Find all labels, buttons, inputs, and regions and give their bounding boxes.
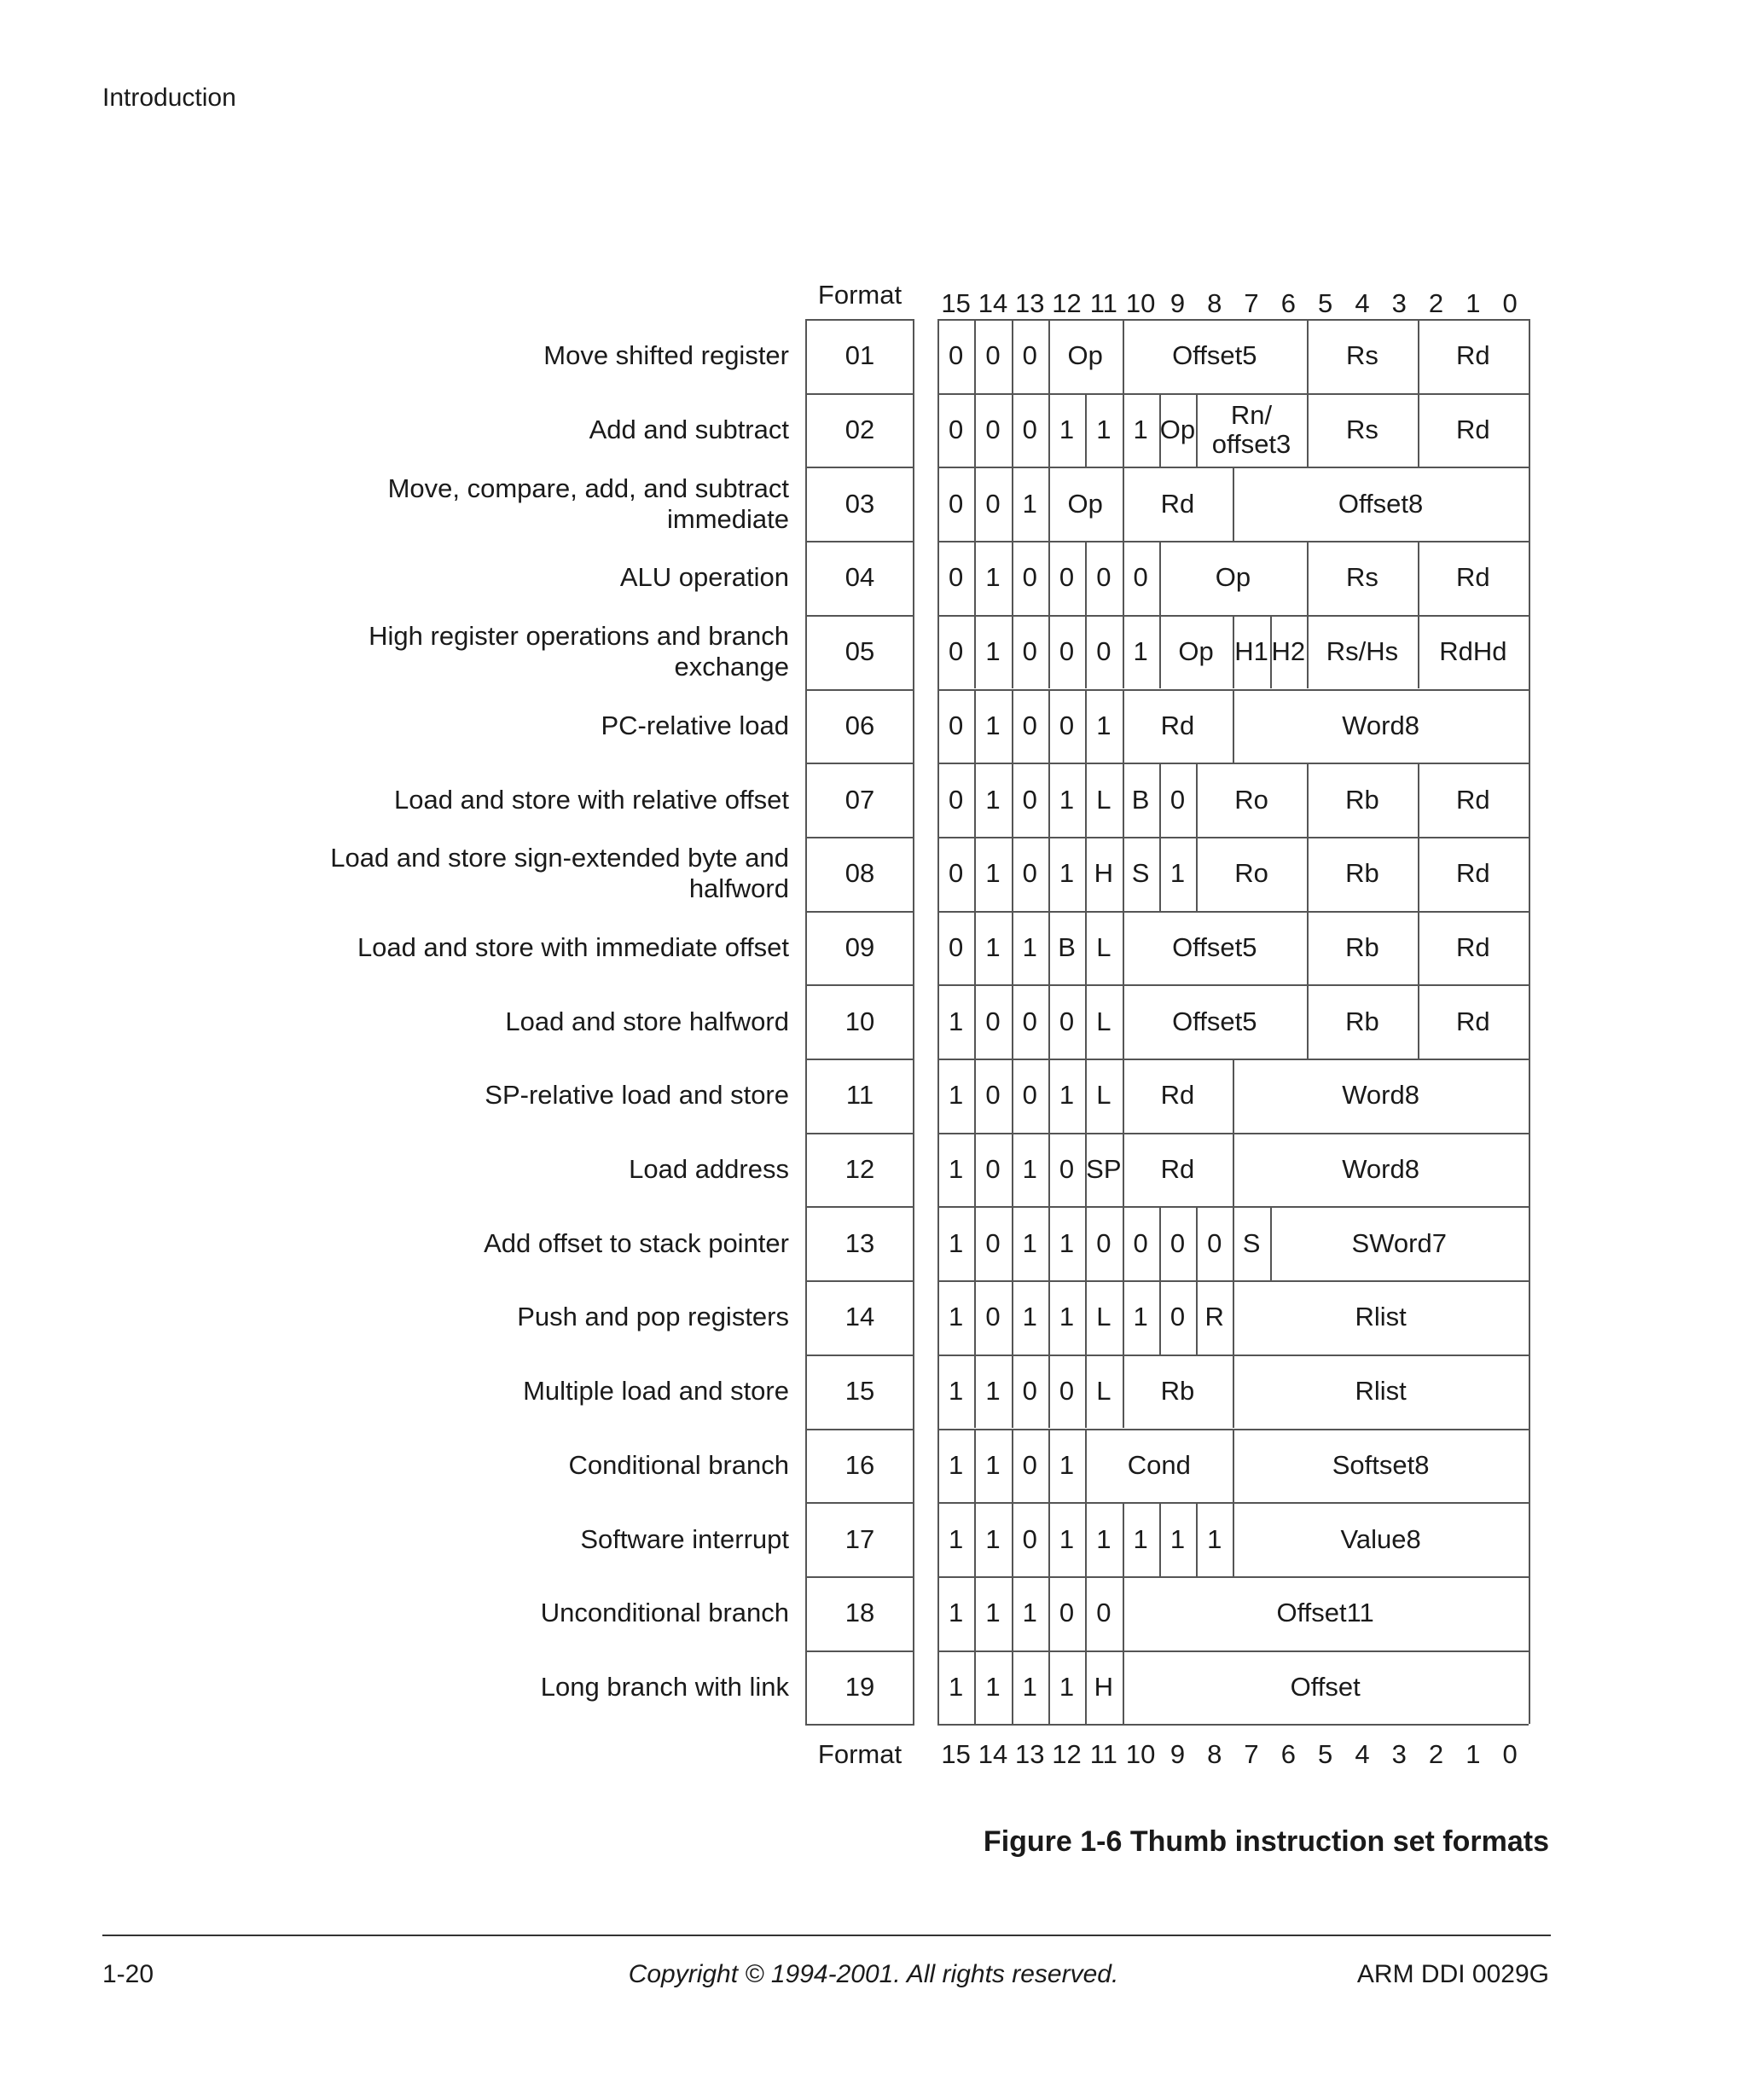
bit-field: 0 bbox=[1207, 1227, 1222, 1258]
format-number: 03 bbox=[844, 488, 875, 519]
instruction-name-text: Move, compare, add, and subtract immediate bbox=[387, 473, 789, 534]
instruction-name bbox=[256, 1502, 789, 1576]
bit-field: 0 bbox=[1022, 415, 1037, 445]
bit-field: B bbox=[1131, 784, 1150, 815]
format-number: 02 bbox=[844, 415, 875, 445]
bit-field: 1 bbox=[1059, 784, 1075, 815]
instruction-name bbox=[256, 1133, 789, 1207]
bit-field: Word8 bbox=[1342, 1154, 1419, 1185]
bit-number-top-12: 12 bbox=[1052, 288, 1082, 318]
bit-number-bottom-3: 3 bbox=[1391, 1739, 1407, 1770]
bit-field: 1 bbox=[1022, 1302, 1037, 1332]
bit-field: 0 bbox=[1022, 562, 1037, 593]
bit-field: 1 bbox=[1133, 636, 1148, 667]
instruction-name-text: Move shifted register bbox=[543, 340, 789, 371]
bit-number-bottom-7: 7 bbox=[1244, 1739, 1259, 1770]
bit-field: 1 bbox=[1096, 710, 1111, 740]
bit-field: Softset8 bbox=[1332, 1449, 1430, 1480]
bit-field: 0 bbox=[1022, 784, 1037, 815]
bit-number-bottom-12: 12 bbox=[1052, 1739, 1082, 1770]
bit-field: 1 bbox=[1133, 415, 1148, 445]
bit-field: 1 bbox=[985, 1671, 1001, 1702]
bit-field: L bbox=[1096, 1376, 1111, 1407]
format-number: 14 bbox=[844, 1302, 875, 1332]
bit-number-top-1: 1 bbox=[1466, 288, 1481, 318]
bit-field: Word8 bbox=[1342, 1080, 1419, 1111]
format-header-bottom: Format bbox=[817, 1739, 903, 1770]
bit-field: H bbox=[1094, 858, 1114, 889]
format-number: 06 bbox=[844, 710, 875, 740]
bit-number-bottom-6: 6 bbox=[1280, 1739, 1296, 1770]
bit-field: 0 bbox=[1022, 1006, 1037, 1036]
instruction-name bbox=[256, 1206, 789, 1280]
bit-field: L bbox=[1096, 1080, 1111, 1111]
bit-field: L bbox=[1096, 1006, 1111, 1036]
bit-field: Ro bbox=[1234, 784, 1268, 815]
bit-field: Rs/Hs bbox=[1326, 636, 1399, 667]
bit-field: Rd bbox=[1160, 488, 1195, 519]
format-number: 04 bbox=[844, 562, 875, 593]
bit-number-top-3: 3 bbox=[1391, 288, 1407, 318]
instruction-name bbox=[256, 467, 789, 541]
bit-field: 0 bbox=[949, 858, 964, 889]
instruction-name-text: Push and pop registers bbox=[517, 1302, 789, 1332]
bit-field: L bbox=[1096, 784, 1111, 815]
bit-field: 0 bbox=[1022, 340, 1037, 371]
instruction-name-text: High register operations and branch exchange bbox=[369, 621, 789, 682]
bit-field: 1 bbox=[1207, 1523, 1222, 1554]
bit-number-bottom-9: 9 bbox=[1170, 1739, 1186, 1770]
format-number: 05 bbox=[844, 636, 875, 667]
bit-field: 0 bbox=[985, 340, 1001, 371]
bit-field: 0 bbox=[985, 488, 1001, 519]
bit-field: 1 bbox=[985, 1449, 1001, 1480]
instruction-name bbox=[256, 541, 789, 615]
instruction-name-text: Multiple load and store bbox=[523, 1376, 789, 1407]
bit-field: 0 bbox=[949, 784, 964, 815]
bit-field: 0 bbox=[985, 1227, 1001, 1258]
instruction-name-text: Load and store sign-extended byte and halfword bbox=[330, 843, 789, 904]
bit-number-top-8: 8 bbox=[1207, 288, 1222, 318]
format-number: 01 bbox=[844, 340, 875, 371]
bit-field: 1 bbox=[985, 636, 1001, 667]
bit-number-bottom-2: 2 bbox=[1428, 1739, 1444, 1770]
bit-field: 0 bbox=[1096, 1598, 1111, 1628]
bit-field: 1 bbox=[1096, 415, 1111, 445]
bit-field: 1 bbox=[1170, 1523, 1186, 1554]
bit-field: 1 bbox=[1059, 858, 1075, 889]
bit-number-top-2: 2 bbox=[1428, 288, 1444, 318]
bit-field: 0 bbox=[985, 1154, 1001, 1185]
bit-field: Rd bbox=[1456, 858, 1490, 889]
bit-field: 1 bbox=[1022, 1598, 1037, 1628]
instruction-name-text: Software interrupt bbox=[580, 1523, 789, 1554]
format-number: 16 bbox=[844, 1449, 875, 1480]
bit-field: 0 bbox=[1059, 562, 1075, 593]
bit-field: 1 bbox=[985, 1598, 1001, 1628]
instruction-name-text: Conditional branch bbox=[568, 1449, 789, 1480]
bit-field: 0 bbox=[985, 415, 1001, 445]
bit-number-bottom-14: 14 bbox=[978, 1739, 1008, 1770]
bit-field: 1 bbox=[1133, 1523, 1148, 1554]
bit-number-top-11: 11 bbox=[1089, 288, 1117, 318]
bit-number-bottom-15: 15 bbox=[941, 1739, 971, 1770]
bit-field: 0 bbox=[1096, 636, 1111, 667]
bit-number-top-13: 13 bbox=[1015, 288, 1045, 318]
bit-field: 1 bbox=[949, 1376, 964, 1407]
bit-number-bottom-0: 0 bbox=[1502, 1739, 1518, 1770]
bit-number-bottom-10: 10 bbox=[1125, 1739, 1156, 1770]
bit-field: 1 bbox=[949, 1302, 964, 1332]
bit-field: 0 bbox=[1059, 710, 1075, 740]
bit-field: 0 bbox=[949, 340, 964, 371]
bit-number-top-10: 10 bbox=[1125, 288, 1156, 318]
instruction-name-text: Long branch with link bbox=[540, 1671, 789, 1702]
instruction-name-text: Load and store with relative offset bbox=[394, 784, 789, 815]
bit-field: Rd bbox=[1160, 710, 1195, 740]
bit-number-top-14: 14 bbox=[978, 288, 1008, 318]
bit-field: B bbox=[1058, 931, 1076, 962]
instruction-name-text: Unconditional branch bbox=[540, 1598, 789, 1628]
bit-field: 0 bbox=[1022, 636, 1037, 667]
bit-field: 1 bbox=[985, 858, 1001, 889]
bit-field: Rn/ offset3 bbox=[1211, 400, 1291, 460]
bit-field: 1 bbox=[1059, 1227, 1075, 1258]
bit-number-top-0: 0 bbox=[1502, 288, 1518, 318]
instruction-name-text: Add offset to stack pointer bbox=[484, 1227, 789, 1258]
format-number: 07 bbox=[844, 784, 875, 815]
instruction-name bbox=[256, 1355, 789, 1429]
bit-field: SP bbox=[1086, 1154, 1122, 1185]
bit-field: 1 bbox=[949, 1154, 964, 1185]
bit-number-top-9: 9 bbox=[1170, 288, 1186, 318]
instruction-name-text: Load and store halfword bbox=[505, 1006, 789, 1036]
bit-field: 0 bbox=[985, 1302, 1001, 1332]
section-header: Introduction bbox=[102, 84, 236, 112]
bit-field: 0 bbox=[949, 636, 964, 667]
bit-field: 0 bbox=[1170, 784, 1186, 815]
bit-field: 0 bbox=[985, 1080, 1001, 1111]
bit-field: Op bbox=[1067, 340, 1103, 371]
bit-field: Rb bbox=[1345, 784, 1379, 815]
bit-field: H bbox=[1094, 1671, 1114, 1702]
instruction-name bbox=[256, 1576, 789, 1650]
bit-field: 0 bbox=[1059, 1376, 1075, 1407]
bit-field: Offset bbox=[1290, 1671, 1361, 1702]
instruction-name-text: Load address bbox=[629, 1154, 789, 1185]
instruction-name bbox=[256, 911, 789, 985]
figure-caption: Figure 1-6 Thumb instruction set formats bbox=[983, 1825, 1549, 1858]
instruction-name bbox=[256, 319, 789, 393]
instruction-name-text: PC-relative load bbox=[601, 710, 789, 740]
instruction-name bbox=[256, 689, 789, 763]
bit-field: S bbox=[1242, 1227, 1261, 1258]
bit-number-top-4: 4 bbox=[1355, 288, 1370, 318]
format-header-top: Format bbox=[817, 280, 903, 310]
format-number: 10 bbox=[844, 1006, 875, 1036]
bitfield-right-border bbox=[1529, 319, 1530, 1724]
bit-field: 0 bbox=[1022, 1449, 1037, 1480]
bit-field: Offset11 bbox=[1276, 1598, 1374, 1628]
bit-field: 0 bbox=[1170, 1227, 1186, 1258]
bit-field: Rd bbox=[1456, 340, 1490, 371]
instruction-name-text: SP-relative load and store bbox=[485, 1080, 789, 1111]
bit-field: Op bbox=[1067, 488, 1103, 519]
bit-field: Rb bbox=[1345, 1006, 1379, 1036]
bit-number-bottom-1: 1 bbox=[1466, 1739, 1481, 1770]
bit-field: 1 bbox=[1096, 1523, 1111, 1554]
instruction-name bbox=[256, 763, 789, 837]
format-number: 19 bbox=[844, 1671, 875, 1702]
bit-field: 1 bbox=[1022, 1227, 1037, 1258]
bit-field: Rs bbox=[1346, 340, 1378, 371]
bit-field: Rd bbox=[1456, 931, 1490, 962]
bit-field: 1 bbox=[985, 1523, 1001, 1554]
format-number: 18 bbox=[844, 1598, 875, 1628]
instruction-name bbox=[256, 615, 789, 689]
bit-field: 0 bbox=[1059, 1598, 1075, 1628]
bit-field: H1 bbox=[1234, 636, 1268, 667]
bit-field: 1 bbox=[949, 1598, 964, 1628]
bit-field: Cond bbox=[1127, 1449, 1191, 1480]
bit-field: 0 bbox=[1022, 858, 1037, 889]
bit-field: 1 bbox=[1022, 931, 1037, 962]
bit-field: 0 bbox=[1022, 710, 1037, 740]
bit-number-top-5: 5 bbox=[1318, 288, 1333, 318]
bit-field: Op bbox=[1159, 415, 1196, 445]
bit-field: 1 bbox=[985, 784, 1001, 815]
bit-field: 1 bbox=[1059, 1449, 1075, 1480]
format-number: 17 bbox=[844, 1523, 875, 1554]
instruction-name bbox=[256, 1429, 789, 1503]
page-number: 1-20 bbox=[102, 1960, 154, 1988]
bit-field: Offset5 bbox=[1172, 931, 1257, 962]
bit-field: 1 bbox=[949, 1523, 964, 1554]
format-number: 11 bbox=[845, 1080, 874, 1111]
format-number: 12 bbox=[844, 1154, 875, 1185]
bit-field: Word8 bbox=[1342, 710, 1419, 740]
bit-field: Value8 bbox=[1340, 1523, 1421, 1554]
bit-field: Offset8 bbox=[1338, 488, 1424, 519]
bit-field: 0 bbox=[949, 710, 964, 740]
bit-field: 1 bbox=[1059, 1523, 1075, 1554]
bit-number-top-7: 7 bbox=[1244, 288, 1259, 318]
bit-field: SWord7 bbox=[1351, 1227, 1447, 1258]
bit-field: 0 bbox=[1059, 1006, 1075, 1036]
instruction-name-text: Load and store with immediate offset bbox=[357, 931, 789, 962]
bit-field: Rd bbox=[1456, 415, 1490, 445]
instruction-name-text: Add and subtract bbox=[589, 415, 789, 445]
bit-number-bottom-5: 5 bbox=[1318, 1739, 1333, 1770]
bit-field: 1 bbox=[985, 931, 1001, 962]
bit-field: 1 bbox=[949, 1006, 964, 1036]
bit-field: 0 bbox=[1096, 562, 1111, 593]
bit-field: 0 bbox=[1133, 562, 1148, 593]
bit-field: Rd bbox=[1456, 784, 1490, 815]
bit-field: L bbox=[1096, 931, 1111, 962]
bit-number-bottom-4: 4 bbox=[1355, 1739, 1370, 1770]
bit-field: 1 bbox=[985, 1376, 1001, 1407]
row-separator-format bbox=[805, 1724, 914, 1726]
bit-field: Rb bbox=[1345, 858, 1379, 889]
bit-field: 1 bbox=[1059, 1671, 1075, 1702]
bit-field: 1 bbox=[1059, 1302, 1075, 1332]
bit-field: 1 bbox=[949, 1080, 964, 1111]
bit-field: Op bbox=[1178, 636, 1214, 667]
bit-field: 0 bbox=[949, 562, 964, 593]
bit-field: Ro bbox=[1234, 858, 1268, 889]
bit-field: 1 bbox=[985, 710, 1001, 740]
bit-field: 0 bbox=[1022, 1080, 1037, 1111]
instruction-name-text: ALU operation bbox=[619, 562, 789, 593]
bit-field: 1 bbox=[1170, 858, 1186, 889]
format-number: 09 bbox=[844, 931, 875, 962]
bit-field: S bbox=[1131, 858, 1150, 889]
copyright-notice: Copyright © 1994-2001. All rights reserved. bbox=[628, 1960, 1119, 1988]
bit-field: RdHd bbox=[1439, 636, 1507, 667]
bit-number-bottom-13: 13 bbox=[1015, 1739, 1045, 1770]
footer-divider bbox=[102, 1935, 1551, 1936]
instruction-name bbox=[256, 984, 789, 1059]
document-id: ARM DDI 0029G bbox=[1356, 1960, 1549, 1988]
bit-field: 0 bbox=[985, 1006, 1001, 1036]
bit-field: H2 bbox=[1271, 636, 1306, 667]
bit-field: 0 bbox=[1133, 1227, 1148, 1258]
bit-field: 0 bbox=[1096, 1227, 1111, 1258]
bit-field: Rs bbox=[1346, 562, 1378, 593]
bit-field: 1 bbox=[949, 1449, 964, 1480]
bit-field: 1 bbox=[1022, 1671, 1037, 1702]
bit-field: Rd bbox=[1160, 1080, 1195, 1111]
row-separator-bits bbox=[937, 1724, 1529, 1726]
bit-number-top-15: 15 bbox=[941, 288, 971, 318]
bit-field: Rs bbox=[1346, 415, 1378, 445]
instruction-name bbox=[256, 1280, 789, 1355]
bit-number-bottom-11: 11 bbox=[1089, 1739, 1117, 1770]
bit-field: R bbox=[1204, 1302, 1224, 1332]
bit-field: 0 bbox=[1059, 1154, 1075, 1185]
bit-field: 1 bbox=[1022, 488, 1037, 519]
bit-field: Rb bbox=[1345, 931, 1379, 962]
bit-number-bottom-8: 8 bbox=[1207, 1739, 1222, 1770]
bit-field: Rd bbox=[1160, 1154, 1195, 1185]
bit-field: 0 bbox=[949, 415, 964, 445]
bit-field: Offset5 bbox=[1172, 340, 1257, 371]
bit-number-top-6: 6 bbox=[1280, 288, 1296, 318]
bit-field: 0 bbox=[1059, 636, 1075, 667]
bit-field: 1 bbox=[1059, 415, 1075, 445]
format-number: 15 bbox=[844, 1376, 875, 1407]
bit-field: Rlist bbox=[1355, 1302, 1407, 1332]
bit-field: 1 bbox=[985, 562, 1001, 593]
bit-field: 0 bbox=[1022, 1376, 1037, 1407]
bit-field: 1 bbox=[1133, 1302, 1148, 1332]
format-number: 08 bbox=[844, 858, 875, 889]
bit-field: Op bbox=[1215, 562, 1251, 593]
instruction-name bbox=[256, 1059, 789, 1133]
bit-field: 0 bbox=[1170, 1302, 1186, 1332]
bit-field: Rb bbox=[1160, 1376, 1195, 1407]
bit-field: Offset5 bbox=[1172, 1006, 1257, 1036]
bit-field: Rd bbox=[1456, 562, 1490, 593]
bit-field: 1 bbox=[1059, 1080, 1075, 1111]
bit-field: 1 bbox=[949, 1227, 964, 1258]
bit-field: 0 bbox=[949, 488, 964, 519]
instruction-name bbox=[256, 393, 789, 467]
bit-field: 1 bbox=[949, 1671, 964, 1702]
instruction-name bbox=[256, 837, 789, 911]
bit-field: Rlist bbox=[1355, 1376, 1407, 1407]
bit-field: L bbox=[1096, 1302, 1111, 1332]
bit-field: 1 bbox=[1022, 1154, 1037, 1185]
instruction-name bbox=[256, 1650, 789, 1725]
bit-field: 0 bbox=[949, 931, 964, 962]
bit-field: 0 bbox=[1022, 1523, 1037, 1554]
bit-field: Rd bbox=[1456, 1006, 1490, 1036]
format-number: 13 bbox=[844, 1227, 875, 1258]
